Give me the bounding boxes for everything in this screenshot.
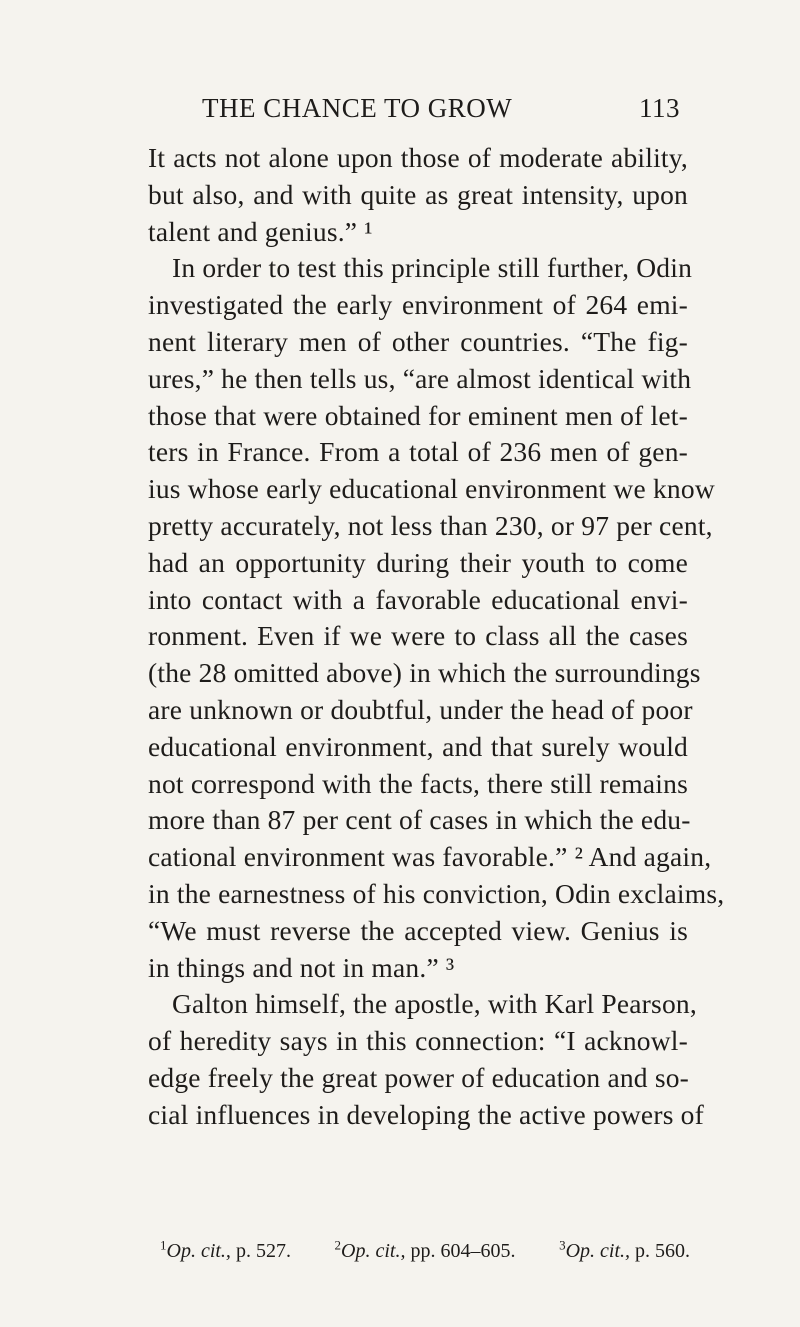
footnote-citation: Op. cit.,	[565, 1240, 630, 1262]
text-line: of heredity says in this connection: “I acknowl-	[148, 1025, 688, 1057]
text-line: those that were obtained for eminent men of let-	[148, 399, 688, 431]
footnote	[160, 1236, 291, 1266]
text-line: in things and not in man.” ³	[148, 951, 455, 983]
text-line: talent and genius.” ¹	[148, 215, 373, 247]
text-line: cational environment was favorable.” ² And again,	[148, 841, 712, 873]
text-line: in the earnestness of his conviction, Odin exclaims,	[148, 877, 725, 909]
text-line: edge freely the great power of education and so-	[148, 1061, 690, 1093]
text-line: educational environment, and that surely would	[148, 730, 688, 762]
text-line: cial influences in developing the active powers of	[148, 1098, 704, 1130]
text-line: In order to test this principle still further, Odin	[172, 252, 693, 284]
body-text	[148, 140, 725, 1134]
text-line: “We must reverse the accepted view. Genius is	[148, 914, 688, 946]
running-title: THE CHANCE TO GROW	[202, 93, 513, 123]
footnote-pages: pp. 604–605.	[405, 1240, 516, 1262]
footnote-pages: p. 560.	[630, 1240, 690, 1262]
text-line: nent literary men of other countries. “The fig-	[148, 325, 688, 357]
page-number: 113	[639, 93, 680, 123]
text-line: are unknown or doubtful, under the head of poor	[148, 693, 693, 725]
running-header	[150, 88, 680, 128]
text-line: investigated the early environment of 264 emi-	[148, 289, 688, 321]
text-line: more than 87 per cent of cases in which the edu-	[148, 804, 691, 836]
footnote-number: 3	[559, 1237, 566, 1253]
footnote-number: 2	[334, 1237, 342, 1253]
footnote-pages: p. 527.	[230, 1240, 291, 1262]
footnote-citation: Op. cit.,	[166, 1240, 231, 1262]
text-line: It acts not alone upon those of moderate ability,	[148, 142, 688, 173]
text-line: ronment. Even if we were to class all the cases	[148, 620, 688, 652]
text-line: (the 28 omitted above) in which the surroundings	[148, 657, 701, 689]
text-line: ius whose early educational environment we know	[148, 473, 715, 505]
footnote	[559, 1236, 690, 1266]
text-line: Galton himself, the apostle, with Karl Pearson,	[172, 988, 697, 1020]
text-line: into contact with a favorable educational envi-	[148, 583, 688, 615]
text-line: had an opportunity during their youth to come	[148, 546, 688, 578]
text-line: not correspond with the facts, there still remains	[148, 767, 688, 799]
text-line: ures,” he then tells us, “are almost identical with	[148, 362, 692, 394]
footnote	[335, 1236, 516, 1266]
text-line: ters in France. From a total of 236 men of gen-	[148, 436, 688, 468]
text-line: pretty accurately, not less than 230, or 97 per cent,	[148, 509, 713, 541]
text-line: but also, and with quite as great intensity, upon	[148, 178, 688, 210]
footnotes	[160, 1236, 690, 1266]
footnote-citation: Op. cit.,	[341, 1240, 406, 1262]
footnote-number: 1	[160, 1237, 167, 1253]
